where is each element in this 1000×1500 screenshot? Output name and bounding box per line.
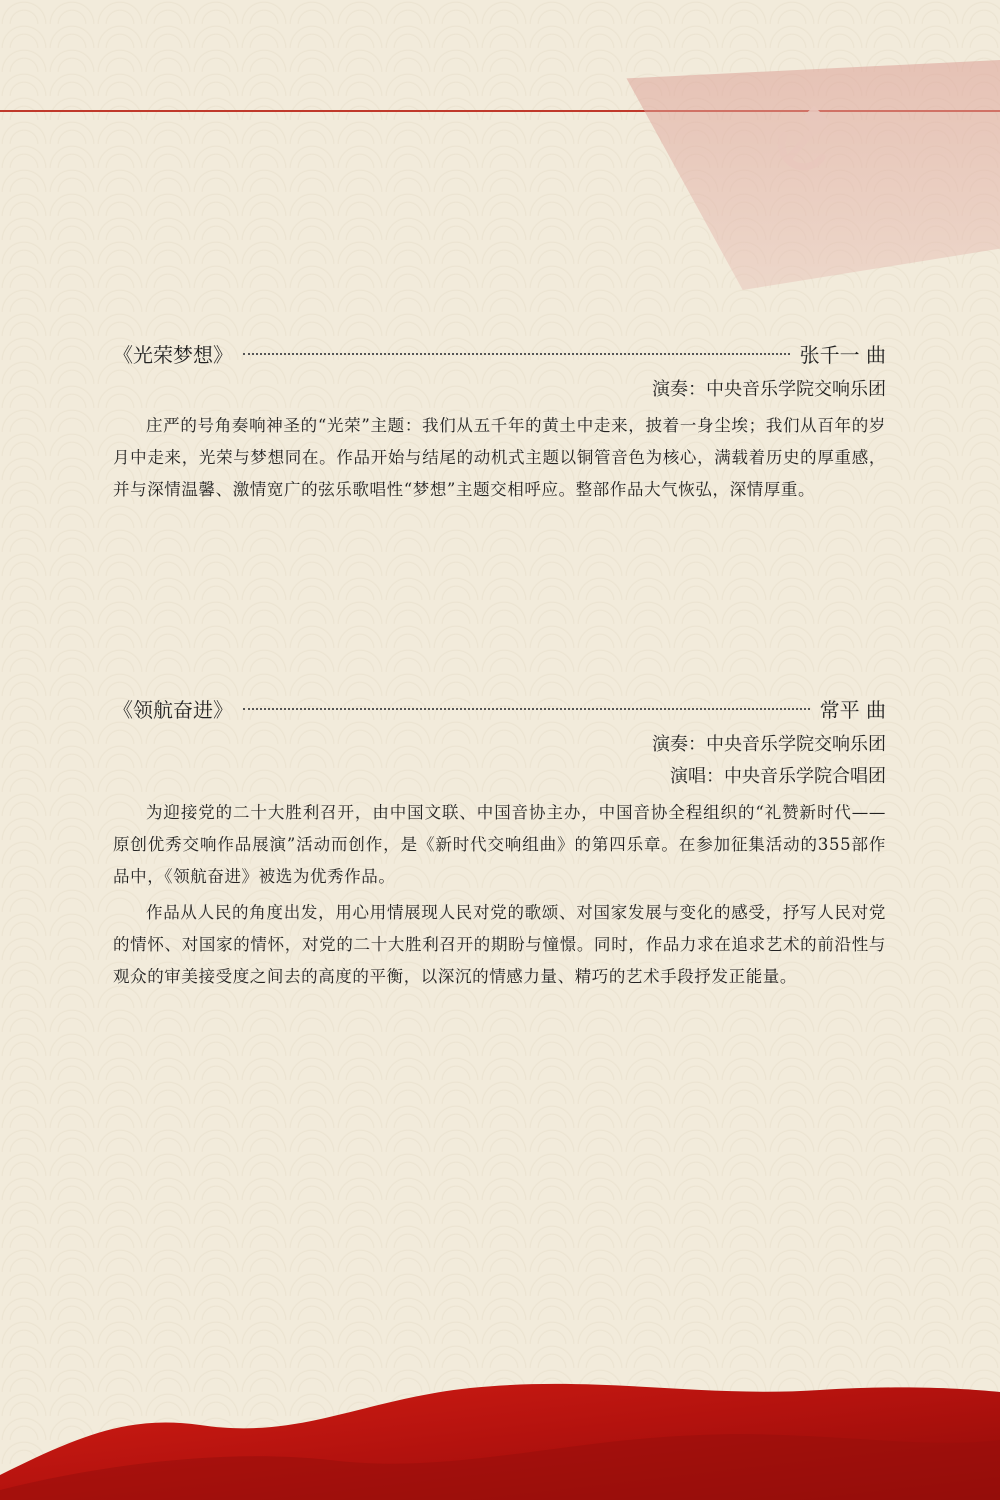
piece-title-row (113, 340, 886, 370)
choir-credit: 演唱：中央音乐学院合唱团 (670, 766, 886, 787)
piece-title: 《领航奋进》 (113, 698, 233, 722)
composer-credit: 张千一 曲 (799, 343, 886, 367)
performer-credit: 演奏：中央音乐学院交响乐团 (652, 379, 886, 400)
description-paragraph: 作品从人民的角度出发，用心用情展现人民对党的歌颂、对国家发展与变化的感受，抒写人民对党的情怀、对国家的情怀，对党的二十大胜利召开的期盼与憧憬。同时，作品力求在追求艺术的前沿性与观众的审美接受度之间去的高度的平衡，以深沉的情感力量、精巧的艺术手段抒发正能量。 (113, 903, 886, 986)
performer-credit: 演奏：中央音乐学院交响乐团 (652, 734, 886, 755)
piece-title-row (113, 695, 886, 725)
red-flag-wave (0, 1380, 1000, 1500)
piece-linghang-fenjin (113, 695, 886, 993)
description-paragraph: 庄严的号角奏响神圣的“光荣”主题：我们从五千年的黄土中走来，披着一身尘埃；我们从百年的岁月中走来，光荣与梦想同在。作品开始与结尾的动机式主题以铜管音色为核心，满载着历史的厚重感，并与深情温馨、激情宽广的弦乐歌唱性“梦想”主题交相呼应。整部作品大气恢弘，深情厚重。 (113, 416, 886, 499)
composer-credit: 常平 曲 (819, 698, 886, 722)
dotted-leader (243, 708, 810, 710)
party-flag-decoration (585, 60, 1000, 290)
hammer-and-sickle-icon (770, 105, 840, 175)
piece-title: 《光荣梦想》 (113, 343, 233, 367)
dotted-leader (243, 353, 790, 355)
piece-guangrong-mengxiang (113, 340, 886, 506)
description-paragraph: 为迎接党的二十大胜利召开，由中国文联、中国音协主办，中国音协全程组织的“礼赞新时代——原创优秀交响作品展演”活动而创作，是《新时代交响组曲》的第四乐章。在参加征集活动的355部作品中，《领航奋进》被选为优秀作品。 (113, 803, 886, 886)
